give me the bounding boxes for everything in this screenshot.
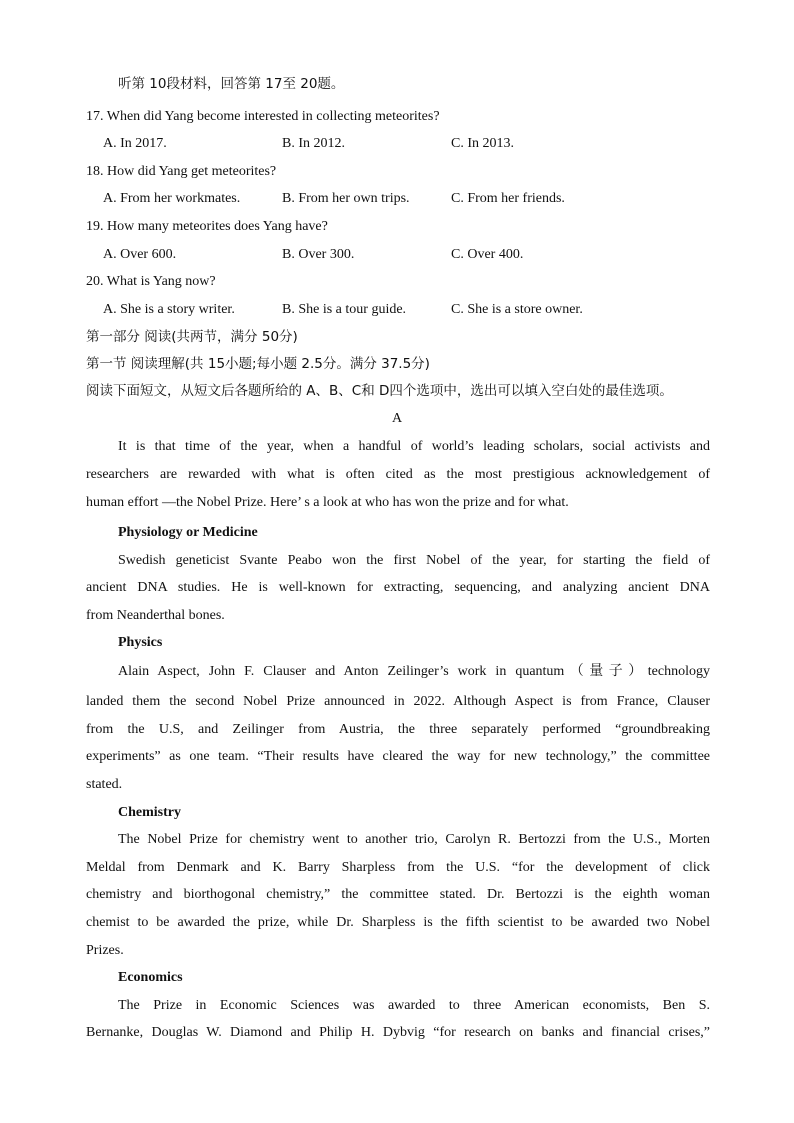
section-heading: Chemistry: [118, 805, 181, 820]
q19-option-a: A. Over 600.: [103, 247, 177, 262]
q17-option-b: B. In 2012.: [282, 136, 345, 151]
section-title: 第一节 阅读理解(共 15小题;每小题 2.5分。满分 37.5分): [86, 356, 430, 372]
q18-option-c: C. From her friends.: [451, 191, 565, 206]
question-17: 17. When did Yang become interested in collecting meteorites?: [86, 109, 440, 124]
paragraph-line: from Neanderthal bones.: [86, 608, 225, 623]
q20-option-b: B. She is a tour guide.: [282, 302, 407, 317]
section-heading: Economics: [118, 970, 183, 985]
listening-intro: 听第 10段材料，回答第 17至 20题。: [118, 76, 345, 92]
paragraph-line: Bernanke, Douglas W. Diamond and Philip H. Dybvig “for research on banks and financial crises,”: [86, 1025, 710, 1040]
section-heading: Physiology or Medicine: [118, 525, 258, 540]
paragraph-line: chemist to be awarded the prize, while Dr. Sharpless is the fifth scientist to be awarded two Nobel: [86, 915, 710, 930]
q17-option-c: C. In 2013.: [451, 136, 514, 151]
paragraph-line: stated.: [86, 777, 123, 792]
paragraph-line: ancient DNA studies. He is well-known for extracting, sequencing, and analyzing ancient DNA: [86, 580, 710, 595]
reading-instruction: 阅读下面短文，从短文后各题所给的 A、B、C和 D四个选项中，选出可以填入空白处的最佳选项。: [86, 383, 673, 399]
intro-line: researchers are rewarded with what is often cited as the most prestigious acknowledgement of: [86, 467, 710, 482]
paragraph-line: from the U.S, and Zeilinger from Austria, the three separately performed “groundbreaking: [86, 722, 710, 737]
q18-option-b: B. From her own trips.: [282, 191, 410, 206]
q19-option-c: C. Over 400.: [451, 247, 524, 262]
q20-option-a: A. She is a story writer.: [103, 302, 235, 317]
paragraph-line: landed them the second Nobel Prize announced in 2022. Although Aspect is from France, Clauser: [86, 694, 710, 709]
paragraph-line: Meldal from Denmark and K. Barry Sharpless from the U.S. “for the development of click: [86, 860, 710, 875]
section-heading: Physics: [118, 635, 163, 650]
part-title: 第一部分 阅读(共两节，满分 50分): [86, 329, 298, 345]
paragraph-line: Alain Aspect, John F. Clauser and Anton Zeilinger’s work in quantum（量子）technology: [118, 664, 710, 679]
q19-option-b: B. Over 300.: [282, 247, 355, 262]
paragraph-line: The Nobel Prize for chemistry went to another trio, Carolyn R. Bertozzi from the U.S., Morten: [118, 832, 710, 847]
intro-line: It is that time of the year, when a handful of world’s leading scholars, social activists and: [118, 439, 710, 454]
passage-label: A: [391, 411, 403, 426]
paragraph-line: Prizes.: [86, 943, 124, 958]
paragraph-line: experiments” as one team. “Their results have cleared the way for new technology,” the committee: [86, 749, 710, 764]
intro-line: human effort —the Nobel Prize. Here’ s a look at who has won the prize and for what.: [86, 495, 569, 510]
question-20: 20. What is Yang now?: [86, 274, 216, 289]
paragraph-line: The Prize in Economic Sciences was awarded to three American economists, Ben S.: [118, 998, 710, 1013]
question-19: 19. How many meteorites does Yang have?: [86, 219, 328, 234]
q18-option-a: A. From her workmates.: [103, 191, 241, 206]
paragraph-line: Swedish geneticist Svante Peabo won the first Nobel of the year, for starting the field of: [118, 553, 710, 568]
q17-option-a: A. In 2017.: [103, 136, 167, 151]
q20-option-c: C. She is a store owner.: [451, 302, 583, 317]
question-18: 18. How did Yang get meteorites?: [86, 164, 277, 179]
paragraph-line: chemistry and biorthogonal chemistry,” the committee stated. Dr. Bertozzi is the eighth woman: [86, 887, 710, 902]
